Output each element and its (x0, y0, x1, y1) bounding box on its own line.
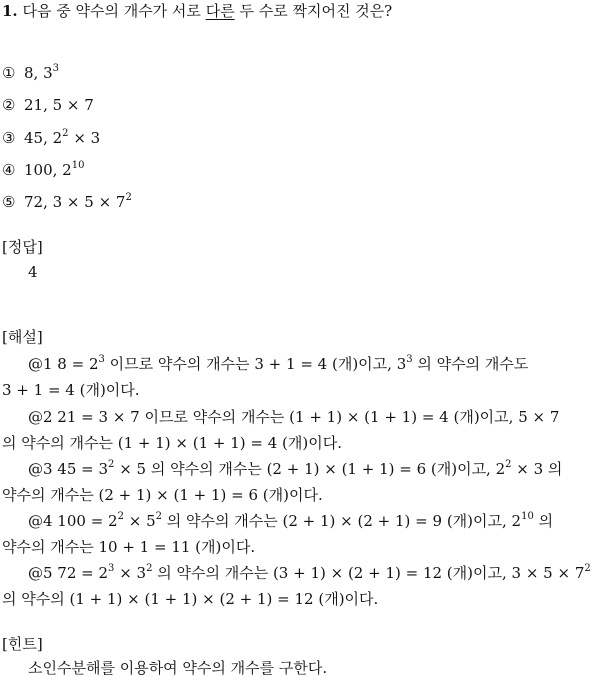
explanation-5-line-2: 의 약수의 (1 + 1) × (1 + 1) × (2 + 1) = 12 (개)이다. (2, 590, 379, 608)
option-4[interactable] (2, 161, 84, 179)
option-4-number: ④ (2, 161, 16, 179)
explanation-4-exp-b: 2 (155, 511, 162, 522)
explanation-label: [해설] (2, 328, 43, 346)
option-2-number: ② (2, 96, 16, 114)
explanation-4-text-b: × 5 (123, 512, 156, 530)
option-3-number: ③ (2, 129, 16, 147)
hint-label: [힌트] (2, 635, 43, 653)
explanation-2-line-2: 의 약수의 개수는 (1 + 1) × (1 + 1) = 4 (개)이다. (2, 434, 342, 452)
explanation-1-text-a: @1 8 = 2 (28, 355, 99, 373)
explanation-5-exp-c: 2 (584, 563, 591, 574)
explanation-3-text-b: × 5 의 약수의 개수는 (2 + 1) × (1 + 1) = 6 (개)이고, 2 (114, 460, 506, 478)
option-5[interactable] (2, 193, 132, 211)
explanation-3-line-2: 약수의 개수는 (2 + 1) × (1 + 1) = 6 (개)이다. (2, 486, 323, 504)
option-3-exponent: 2 (62, 128, 69, 139)
explanation-1-text-b: 이므로 약수의 개수는 3 + 1 = 4 (개)이고, 3 (104, 355, 407, 373)
explanation-3-line-1 (28, 460, 562, 478)
option-1-exponent: 3 (52, 63, 59, 74)
option-1[interactable] (2, 64, 59, 82)
explanation-3-text-a: @3 45 = 3 (28, 460, 109, 478)
option-3[interactable] (2, 129, 100, 147)
question-underlined-word: 다른 (205, 2, 235, 20)
explanation-4-exp-c: 10 (521, 511, 534, 522)
question-text-after: 두 수로 짝지어진 것은? (239, 2, 393, 20)
explanation-4-line-2: 약수의 개수는 10 + 1 = 11 (개)이다. (2, 538, 256, 556)
explanation-4-exp-a: 2 (117, 511, 124, 522)
option-3-text: 45, 2 (24, 129, 63, 147)
option-2-text: 21, 5 × 7 (24, 96, 94, 114)
option-5-text: 72, 3 × 5 × 7 (24, 193, 126, 211)
explanation-3-text-c: × 3 의 (511, 460, 563, 478)
question-text-before: 다음 중 약수의 개수가 서로 (22, 2, 201, 20)
option-4-text: 100, 2 (24, 161, 72, 179)
explanation-4-text-d: 의 (533, 512, 554, 530)
answer-value: 4 (28, 263, 38, 281)
option-3-text-tail: × 3 (68, 129, 101, 147)
explanation-1-exp-b: 3 (406, 354, 413, 365)
question-number: 1. (2, 2, 18, 20)
explanation-2-line-1: @2 21 = 3 × 7 이므로 약수의 개수는 (1 + 1) × (1 + 1) = 4 (개)이고, 5 × 7 (28, 408, 560, 426)
option-5-exponent: 2 (125, 192, 132, 203)
hint-text: 소인수분해를 이용하여 약수의 개수를 구한다. (28, 659, 328, 677)
explanation-3-exp-b: 2 (505, 459, 512, 470)
explanation-5-exp-b: 2 (146, 563, 153, 574)
explanation-5-text-a: @5 72 = 2 (28, 564, 109, 582)
explanation-4-text-a: @4 100 = 2 (28, 512, 118, 530)
explanation-1-exp-a: 3 (98, 354, 105, 365)
option-5-number: ⑤ (2, 193, 16, 211)
option-4-exponent: 10 (71, 160, 85, 171)
explanation-4-line-1 (28, 512, 553, 530)
explanation-5-exp-a: 3 (108, 563, 115, 574)
explanation-5-text-c: 의 약수의 개수는 (3 + 1) × (2 + 1) = 12 (개)이고, 3 × 5 × 7 (152, 564, 585, 582)
explanation-1-text-c: 의 약수의 개수도 (412, 355, 529, 373)
option-2[interactable] (2, 96, 94, 114)
answer-label: [정답] (2, 238, 43, 256)
explanation-5-text-b: × 3 (114, 564, 147, 582)
question-stem (2, 2, 392, 20)
explanation-3-exp-a: 2 (108, 459, 115, 470)
explanation-5-line-1 (28, 564, 591, 582)
explanation-1-line-2: 3 + 1 = 4 (개)이다. (2, 381, 140, 399)
explanation-1-line-1 (28, 355, 528, 373)
option-1-number: ① (2, 64, 16, 82)
explanation-4-text-c: 의 약수의 개수는 (2 + 1) × (2 + 1) = 9 (개)이고, 2 (162, 512, 522, 530)
option-1-text: 8, 3 (24, 64, 53, 82)
